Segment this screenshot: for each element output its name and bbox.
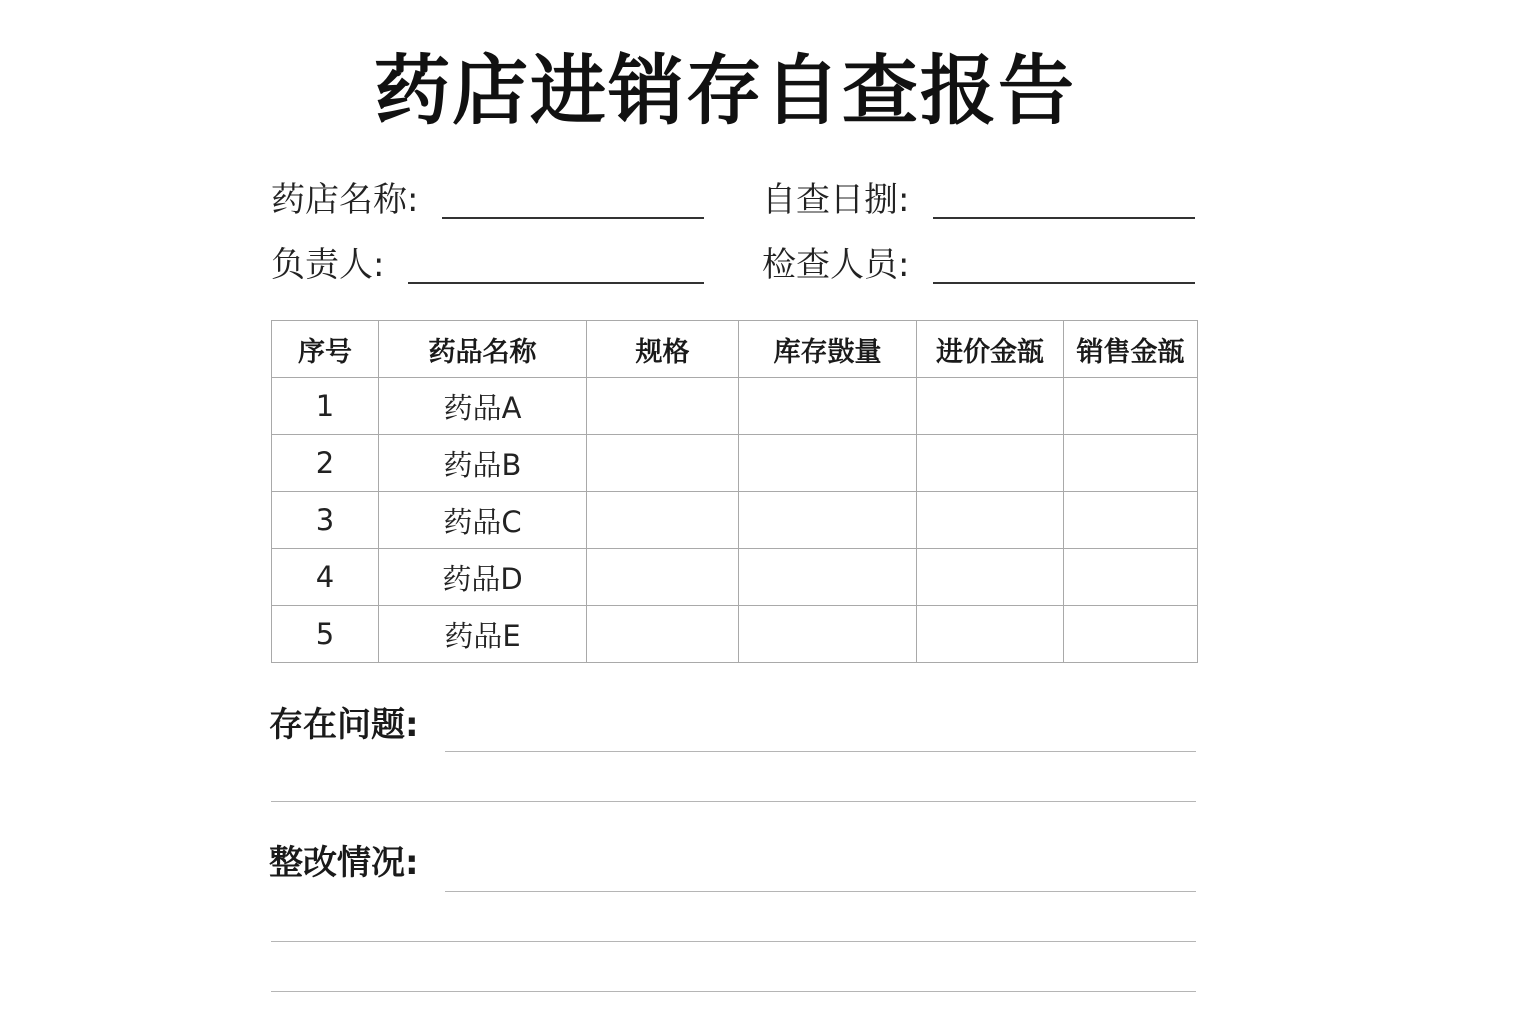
issues-line[interactable] — [445, 751, 1196, 752]
owner-blank[interactable] — [408, 282, 704, 284]
issues-label: 存在问题: — [269, 705, 419, 745]
check-date-field — [762, 175, 1195, 225]
inspector-label: 检查人员: — [762, 245, 910, 285]
header-drug-name: 药品名称 — [379, 321, 587, 378]
cell-stock-qty[interactable] — [739, 606, 917, 663]
cell-spec[interactable] — [587, 549, 739, 606]
table-row — [272, 606, 1198, 663]
cell-sales-amount[interactable] — [1064, 549, 1198, 606]
cell-sales-amount[interactable] — [1064, 492, 1198, 549]
cell-spec[interactable] — [587, 606, 739, 663]
cell-drug-name: 药品E — [379, 606, 587, 663]
owner-label: 负责人: — [271, 245, 385, 285]
cell-drug-name: 药品A — [379, 378, 587, 435]
check-date-blank[interactable] — [933, 217, 1195, 219]
cell-purchase-amount[interactable] — [917, 549, 1064, 606]
cell-sales-amount[interactable] — [1064, 378, 1198, 435]
cell-index: 5 — [272, 606, 379, 663]
header-purchase-amount: 进价金瓿 — [917, 321, 1064, 378]
cell-sales-amount[interactable] — [1064, 606, 1198, 663]
table-row — [272, 435, 1198, 492]
cell-purchase-amount[interactable] — [917, 606, 1064, 663]
rectification-line[interactable] — [445, 891, 1196, 892]
cell-index: 4 — [272, 549, 379, 606]
table-row — [272, 549, 1198, 606]
shop-name-field — [271, 175, 704, 225]
table-row — [272, 378, 1198, 435]
rectification-line[interactable] — [271, 941, 1196, 942]
cell-purchase-amount[interactable] — [917, 492, 1064, 549]
cell-index: 2 — [272, 435, 379, 492]
cell-spec[interactable] — [587, 435, 739, 492]
cell-index: 1 — [272, 378, 379, 435]
shop-name-label: 药店名称: — [271, 180, 419, 220]
owner-field — [271, 240, 704, 290]
header-spec: 规格 — [587, 321, 739, 378]
cell-drug-name: 药品B — [379, 435, 587, 492]
cell-sales-amount[interactable] — [1064, 435, 1198, 492]
header-sales-amount: 销售金瓿 — [1064, 321, 1198, 378]
issues-line[interactable] — [271, 801, 1196, 802]
cell-drug-name: 药品D — [379, 549, 587, 606]
cell-spec[interactable] — [587, 492, 739, 549]
cell-index: 3 — [272, 492, 379, 549]
rectification-label: 整改情况: — [269, 843, 419, 883]
header-stock-qty: 库存敱量 — [739, 321, 917, 378]
cell-spec[interactable] — [587, 378, 739, 435]
rectification-line[interactable] — [271, 991, 1196, 992]
table-row — [272, 492, 1198, 549]
header-index: 序号 — [272, 321, 379, 378]
cell-purchase-amount[interactable] — [917, 378, 1064, 435]
cell-stock-qty[interactable] — [739, 435, 917, 492]
shop-name-blank[interactable] — [442, 217, 704, 219]
cell-purchase-amount[interactable] — [917, 435, 1064, 492]
inspector-field — [762, 240, 1195, 290]
check-date-label: 自查日捌: — [762, 180, 910, 220]
table-header-row — [272, 321, 1198, 378]
cell-stock-qty[interactable] — [739, 378, 917, 435]
cell-stock-qty[interactable] — [739, 492, 917, 549]
document-title: 药店进销存自查报告 — [374, 46, 1076, 135]
inspector-blank[interactable] — [933, 282, 1195, 284]
cell-stock-qty[interactable] — [739, 549, 917, 606]
inventory-table — [271, 320, 1198, 663]
cell-drug-name: 药品C — [379, 492, 587, 549]
